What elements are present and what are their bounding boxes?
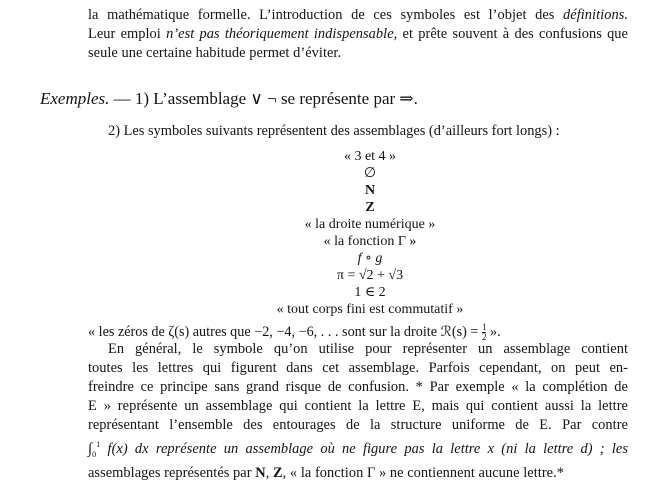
fraction-denominator: 2 (481, 332, 487, 343)
general-line-3: freindre ce principe sans grand risque de confusion. * Par exemple « la complétion de (88, 379, 628, 395)
text-run: , (265, 465, 273, 481)
top-paragraph-line-3: seule une certaine habitude permet d’éviter. (88, 45, 342, 61)
bold-Z: Z (272, 465, 283, 481)
integral-upper-bound: 1 (96, 440, 101, 449)
general-line-4: E » représente un assemblage qui contient la lettre E, mais qui contient aussi la lettre (88, 398, 628, 414)
symbol-5: « la droite numérique » (304, 217, 436, 232)
symbol-3: N (364, 183, 376, 198)
integral-sign: ∫ (88, 441, 93, 457)
text-run: f(x) dx représente un assemblage où ne figure pas la lettre x (ni la lettre d) ; les (100, 441, 628, 457)
symbol-4: Z (365, 200, 375, 215)
general-line-1: En général, le symbole qu’on utilise pour représenter un assemblage contient (108, 341, 628, 357)
text-run: « les zéros de ζ(s) autres que −2, −4, −6, . . . sont sur la droite ℛ(s) = (88, 324, 482, 340)
symbol-7: f ∘ g (357, 251, 383, 266)
bold-N: N (255, 465, 266, 481)
general-line-5: représentant l’ensemble des entourages de la structure uniforme de E. Par contre (88, 417, 628, 433)
general-line-2: toutes les lettres qui figurent dans cet assemblage. Parfois cependant, on peut en- (88, 360, 628, 376)
fraction-numerator: 1 (481, 322, 487, 333)
general-line-6 (88, 435, 628, 464)
top-paragraph-line-1 (88, 6, 628, 25)
symbol-8: π = √2 + √3 (336, 268, 404, 283)
end-star-marker: * (556, 465, 564, 481)
examples-heading-line (40, 88, 418, 110)
implies-symbol: ⇒. (399, 89, 418, 108)
examples-heading: Exemples. (40, 89, 110, 108)
text-run: et prête souvent à des confusions que (397, 26, 628, 42)
text-run: se représente par (276, 89, 400, 108)
symbol-1: « 3 et 4 » (343, 149, 397, 164)
symbol-2: ∅ (363, 166, 377, 181)
emphasis-phrase: n’est pas théoriquement indispensable, (166, 26, 398, 42)
text-run: ». (486, 324, 501, 340)
integral-lower-bound: 0 (92, 450, 97, 459)
text-run: , « la fonction Γ » ne contiennent aucune lettre. (282, 465, 557, 481)
text-run: — 1) L’assemblage (109, 89, 251, 108)
text-run: Leur emploi (88, 26, 167, 42)
symbol-10: « tout corps fini est commutatif » (276, 302, 464, 317)
symbol-6: « la fonction Γ » (323, 234, 417, 249)
assemblage-symbols: ∨ ¬ (250, 89, 277, 108)
top-paragraph (88, 6, 628, 63)
integral-symbol (88, 441, 100, 457)
definitions-word: définitions. (563, 7, 628, 23)
symbols-list (200, 148, 540, 318)
top-paragraph-line-2 (88, 25, 628, 44)
general-paragraph (88, 340, 628, 483)
example-2-line: 2) Les symboles suivants représentent des assemblages (d’ailleurs fort longs) : (108, 123, 560, 139)
general-line-7 (88, 464, 628, 483)
symbol-9: 1 ∈ 2 (354, 285, 386, 300)
text-run: assemblages représentés par (88, 465, 256, 481)
text-run: la mathématique formelle. L’introduction de ces symboles est l’objet des (88, 7, 564, 23)
